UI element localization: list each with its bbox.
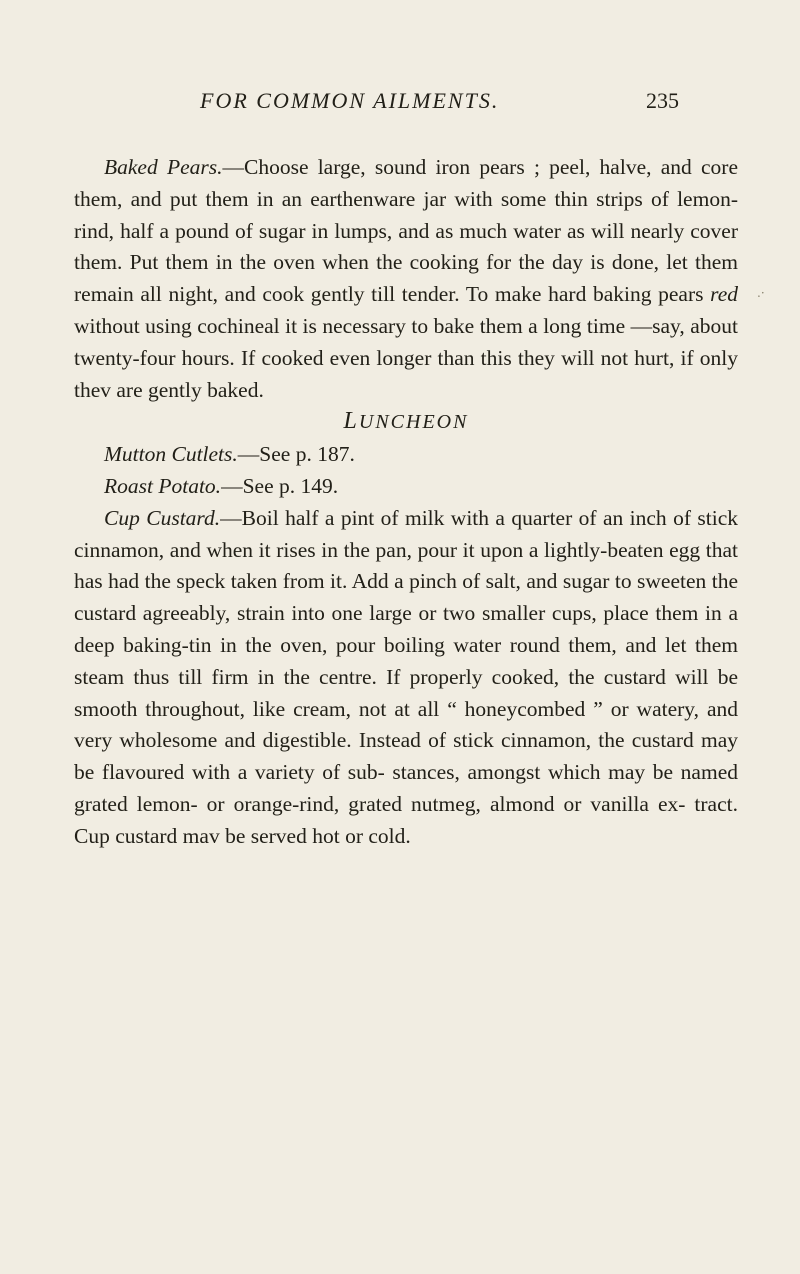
section-heading-cap: L bbox=[343, 408, 359, 435]
paragraph-mutton-cutlets bbox=[74, 439, 738, 471]
page-header bbox=[0, 88, 800, 118]
paragraph-cup-custard bbox=[74, 503, 738, 853]
paragraph-roast-potato bbox=[74, 471, 738, 503]
section-heading-luncheon bbox=[74, 406, 738, 439]
recipe-text-mutton-cutlets: —See p. 187. bbox=[237, 442, 355, 467]
paragraph-baked-pears bbox=[74, 152, 738, 406]
emphasis-red: red bbox=[710, 282, 738, 307]
recipe-title-mutton-cutlets: Mutton Cutlets. bbox=[104, 442, 238, 467]
page-number: 235 bbox=[646, 88, 679, 113]
recipe-title-baked-pears: Baked Pears. bbox=[104, 155, 223, 179]
recipe-text-baked-pears-cont: without using cochineal it is necessary to bake them a long time —say, about twenty-four hours. If cooked even longer than this they will not hurt, if only thev are gently baked. bbox=[74, 313, 738, 402]
running-head: FOR COMMON AILMENTS. bbox=[200, 88, 500, 113]
recipe-title-roast-potato: Roast Potato. bbox=[104, 473, 222, 498]
margin-mark: .· bbox=[757, 286, 765, 300]
page-body bbox=[74, 152, 738, 853]
recipe-text-roast-potato: —See p. 149. bbox=[221, 473, 339, 498]
section-heading-rest: UNCHEON bbox=[358, 411, 469, 434]
recipe-title-cup-custard: Cup Custard. bbox=[104, 505, 221, 530]
recipe-text-cup-custard: —Boil half a pint of milk with a quarter of an inch of stick cinnamon, and when it rises in the pan, pour it upon a lightly-beaten egg that has had the speck taken from it. Add a pinch of salt, and sugar to sweeten the custard agreeably, strain into one large or two smaller cups, place them in a deep baking-tin in the oven, pour boiling water round them, and let them steam thus till firm in the centre. If properly cooked, the custard will be smooth throughout, like cream, not at all “ honeycombed ” or watery, and very wholesome and digestible. Instead of stick cinnamon, the custard may be flavoured with a variety of sub- stances, amongst which may be named grated lemon- or orange-rind, grated nutmeg, almond or vanilla ex- tract. Cup custard mav be served hot or cold. bbox=[74, 505, 738, 848]
recipe-text-baked-pears: —Choose large, sound iron pears ; peel, halve, and core them, and put them in an earthenware jar with some thin strips of lemon-rind, half a pound of sugar in lumps, and as much water as will nearly cover them. Put them in the oven when the cooking for the day is done, let them remain all night, and cook gently till tender. To make hard baking pears bbox=[74, 155, 738, 307]
